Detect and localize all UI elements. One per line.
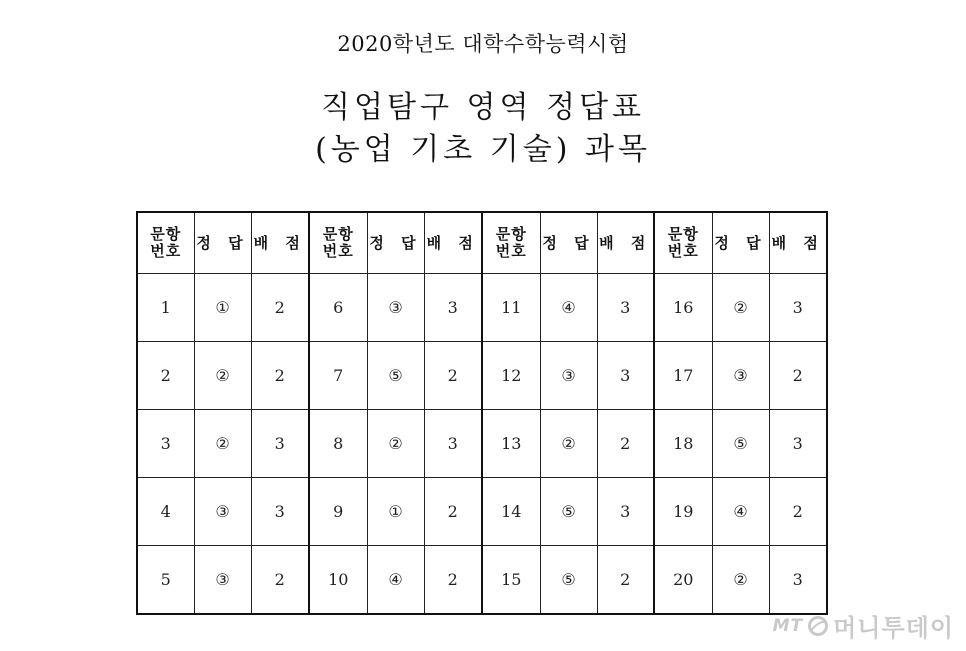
answer-cell: ②	[194, 342, 251, 410]
points-cell: 3	[251, 410, 309, 478]
table-row	[137, 274, 827, 342]
header-points: 배 점	[769, 212, 827, 274]
answer-cell: ③	[194, 546, 251, 615]
header-question-number-line1: 문항	[322, 225, 354, 243]
points-cell: 2	[251, 546, 309, 615]
header-answer: 정 답	[367, 212, 424, 274]
header-question-number	[137, 212, 194, 274]
answer-cell: ④	[367, 546, 424, 615]
answer-cell: ⑤	[540, 546, 597, 615]
answer-cell: ⑤	[540, 478, 597, 546]
answer-cell: ④	[540, 274, 597, 342]
points-cell: 2	[597, 410, 654, 478]
points-cell: 3	[597, 342, 654, 410]
question-number-cell: 7	[309, 342, 367, 410]
header-answer: 정 답	[540, 212, 597, 274]
question-number-cell: 9	[309, 478, 367, 546]
points-cell: 2	[769, 478, 827, 546]
header-answer: 정 답	[712, 212, 769, 274]
question-number-cell: 11	[482, 274, 540, 342]
question-number-cell: 17	[654, 342, 712, 410]
answer-cell: ③	[712, 342, 769, 410]
answer-cell: ③	[194, 478, 251, 546]
table-row	[137, 410, 827, 478]
answer-cell: ③	[367, 274, 424, 342]
header-question-number	[654, 212, 712, 274]
answer-cell: ②	[712, 274, 769, 342]
answer-cell: ①	[367, 478, 424, 546]
question-number-cell: 1	[137, 274, 194, 342]
answer-cell: ⑤	[367, 342, 424, 410]
table-row	[137, 342, 827, 410]
question-number-cell: 18	[654, 410, 712, 478]
points-cell: 2	[424, 546, 482, 615]
header-question-number-line2: 번호	[322, 242, 354, 260]
header-answer: 정 답	[194, 212, 251, 274]
header-question-number-line2: 번호	[667, 242, 699, 260]
answer-key-table	[136, 211, 828, 615]
points-cell: 3	[251, 478, 309, 546]
answer-cell: ③	[540, 342, 597, 410]
answer-cell: ②	[367, 410, 424, 478]
header-question-number-line2: 번호	[150, 242, 182, 260]
points-cell: 3	[769, 546, 827, 615]
question-number-cell: 12	[482, 342, 540, 410]
page-title: 직업탐구 영역 정답표	[321, 90, 645, 125]
header-question-number-line1: 문항	[667, 225, 699, 243]
question-number-cell: 5	[137, 546, 194, 615]
points-cell: 2	[424, 342, 482, 410]
question-number-cell: 19	[654, 478, 712, 546]
exam-year-heading: 2020학년도 대학수학능력시험	[337, 32, 629, 56]
answer-cell: ②	[194, 410, 251, 478]
points-cell: 2	[769, 342, 827, 410]
watermark-brand: 머니투데이	[833, 614, 954, 642]
table-row	[137, 478, 827, 546]
question-number-cell: 6	[309, 274, 367, 342]
table-body	[137, 274, 827, 615]
question-number-cell: 14	[482, 478, 540, 546]
answer-cell: ④	[712, 478, 769, 546]
table-header-row	[137, 212, 827, 274]
answer-cell: ①	[194, 274, 251, 342]
points-cell: 2	[597, 546, 654, 615]
globe-icon	[807, 615, 829, 637]
answer-cell: ②	[712, 546, 769, 615]
points-cell: 3	[769, 274, 827, 342]
points-cell: 3	[597, 478, 654, 546]
question-number-cell: 15	[482, 546, 540, 615]
answer-cell: ②	[540, 410, 597, 478]
header-question-number-line1: 문항	[495, 225, 527, 243]
watermark-prefix: MT	[772, 615, 804, 636]
question-number-cell: 10	[309, 546, 367, 615]
subject-subtitle: (농업 기초 기술) 과목	[315, 132, 651, 167]
header-points: 배 점	[251, 212, 309, 274]
points-cell: 2	[251, 342, 309, 410]
question-number-cell: 3	[137, 410, 194, 478]
header-question-number-line1: 문항	[150, 225, 182, 243]
points-cell: 2	[251, 274, 309, 342]
question-number-cell: 2	[137, 342, 194, 410]
points-cell: 3	[597, 274, 654, 342]
points-cell: 2	[424, 478, 482, 546]
table-row	[137, 546, 827, 615]
question-number-cell: 4	[137, 478, 194, 546]
header-question-number	[482, 212, 540, 274]
header-points: 배 점	[597, 212, 654, 274]
question-number-cell: 13	[482, 410, 540, 478]
answer-cell: ⑤	[712, 410, 769, 478]
points-cell: 3	[769, 410, 827, 478]
question-number-cell: 20	[654, 546, 712, 615]
header-question-number-line2: 번호	[495, 242, 527, 260]
points-cell: 3	[424, 410, 482, 478]
watermark-logo	[773, 608, 954, 643]
question-number-cell: 16	[654, 274, 712, 342]
header-question-number	[309, 212, 367, 274]
question-number-cell: 8	[309, 410, 367, 478]
points-cell: 3	[424, 274, 482, 342]
header-points: 배 점	[424, 212, 482, 274]
